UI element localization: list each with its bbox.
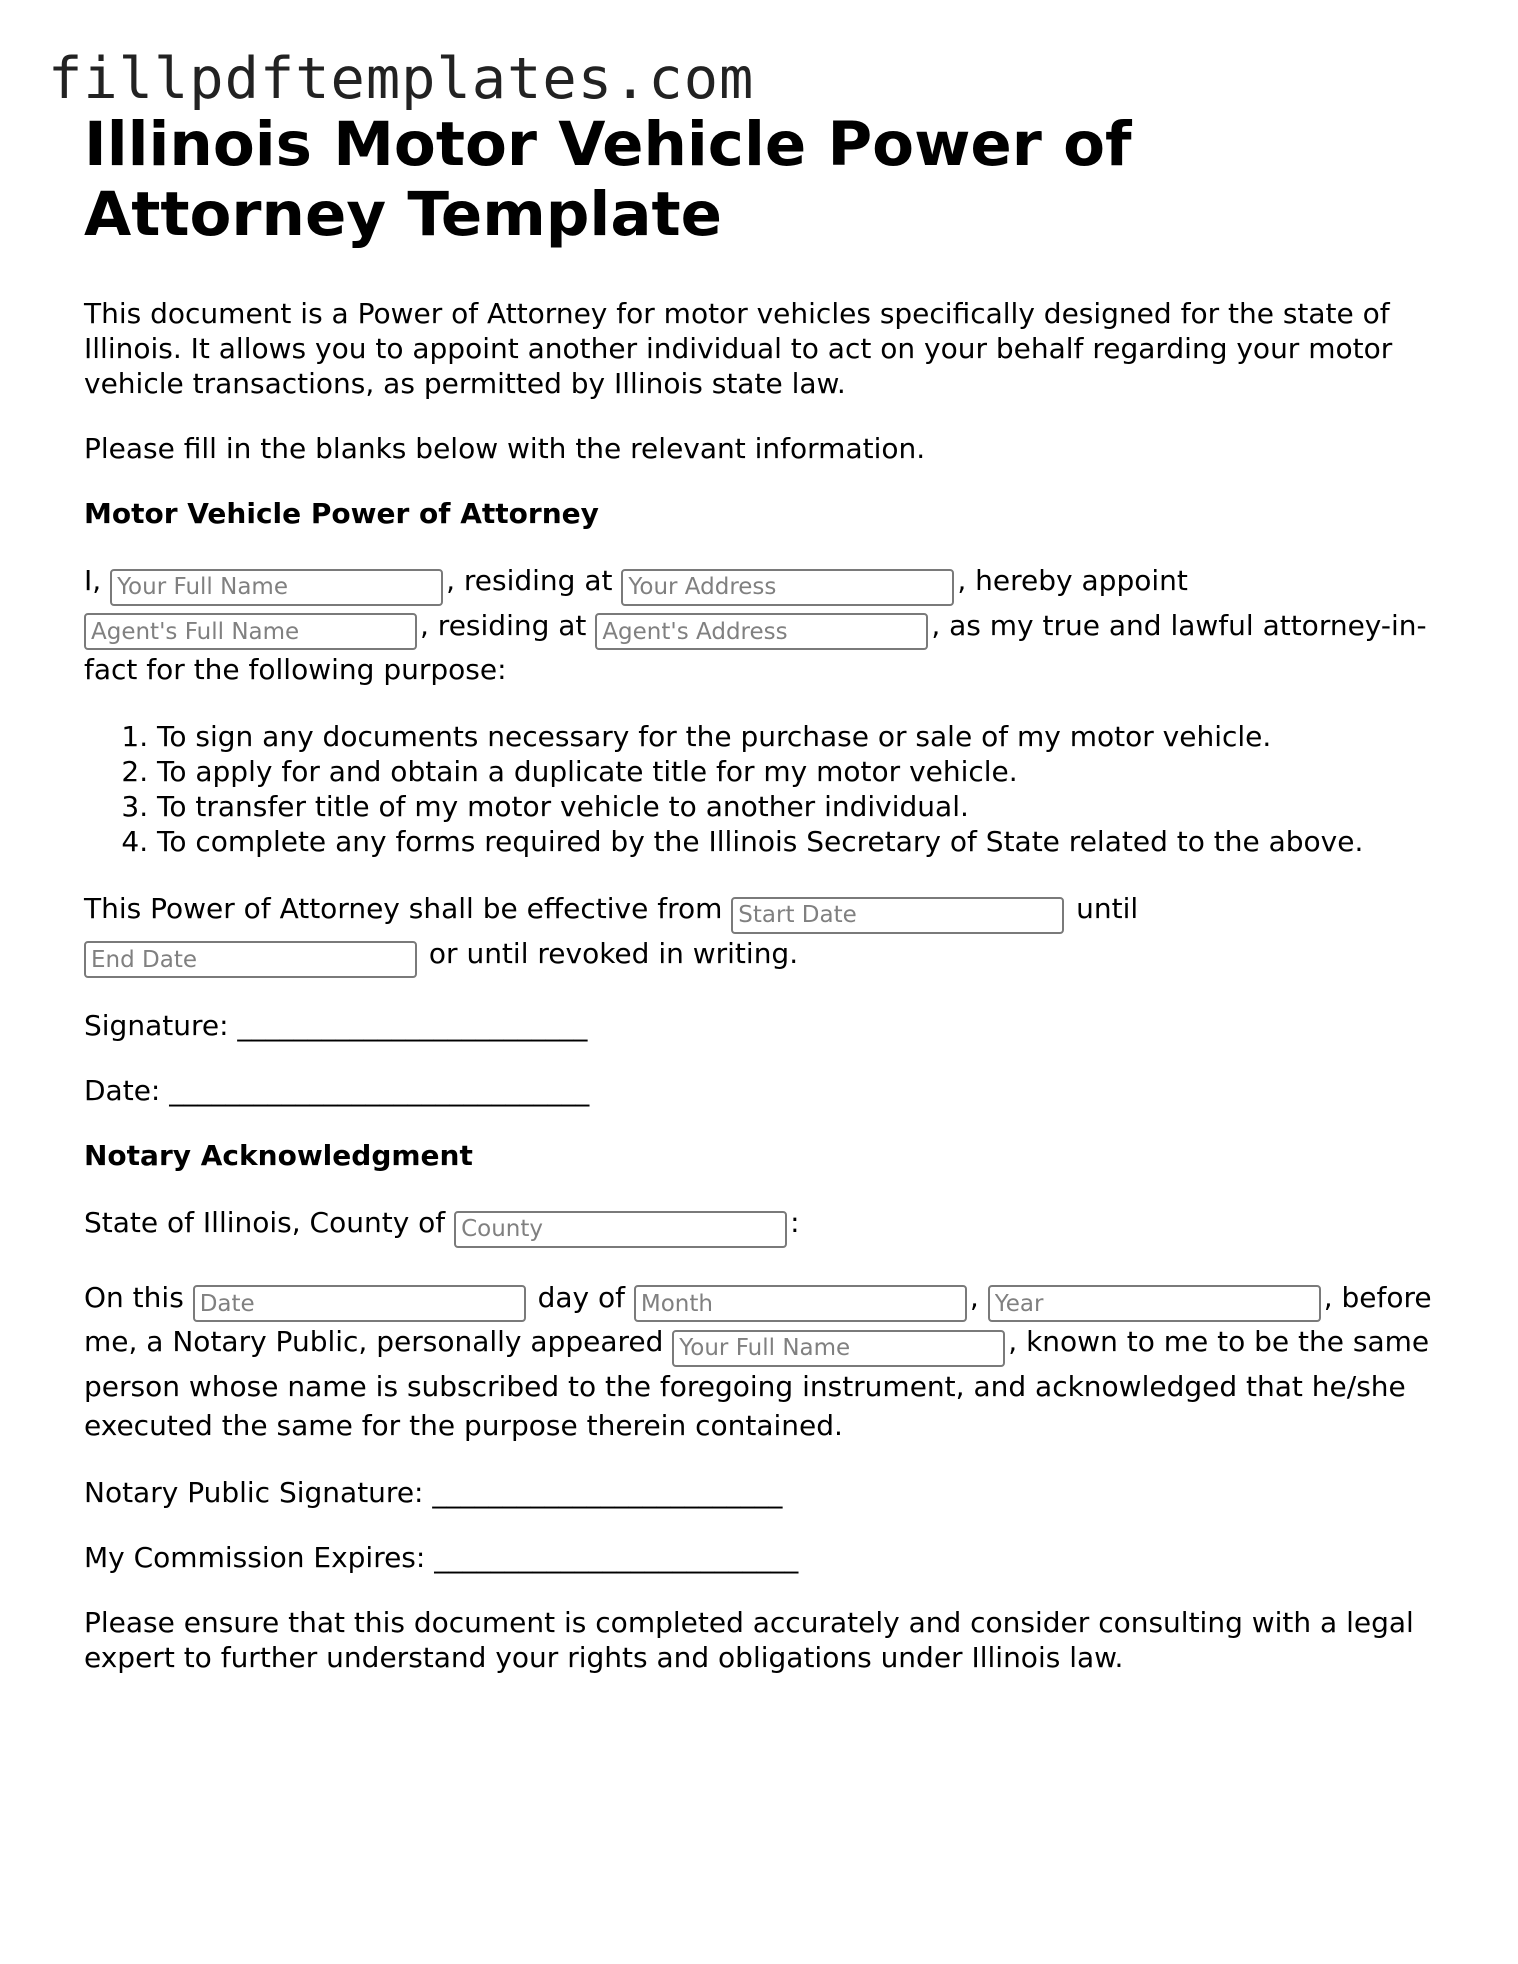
notary-date-input[interactable]	[193, 1285, 526, 1322]
end-date-input[interactable]	[84, 941, 417, 978]
purpose-list	[84, 719, 1454, 859]
text-until: until	[1067, 892, 1139, 925]
fill-instructions: Please fill in the blanks below with the relevant information.	[84, 432, 926, 465]
text-i: I,	[84, 564, 111, 597]
purpose-item: 1. To sign any documents necessary for the purchase or sale of my motor vehicle.	[157, 719, 1454, 754]
notary-signature-line: Notary Public Signature: _________________________	[84, 1475, 783, 1509]
month-input[interactable]	[634, 1285, 967, 1322]
year-input[interactable]	[988, 1285, 1321, 1322]
notary-section-heading: Notary Acknowledgment	[84, 1139, 473, 1172]
poa-section-heading: Motor Vehicle Power of Attorney	[84, 497, 599, 530]
county-line	[84, 1203, 1454, 1248]
watermark: fillpdftemplates.com	[48, 46, 755, 112]
text-on-this: On this	[84, 1280, 193, 1314]
intro-paragraph: This document is a Power of Attorney for motor vehicles specifically designed for the state of Illinois. It allows you to appoint another individual to act on your behalf regarding your motor vehicle transactions, as permitted by Illinois state law.	[84, 297, 1393, 400]
agent-full-name-input[interactable]	[84, 613, 417, 650]
appointment-paragraph	[84, 561, 1454, 689]
commission-expires-line: My Commission Expires: __________________________	[84, 1540, 799, 1574]
text-agent-residing-at: , residing at	[420, 608, 596, 642]
text-revoked: or until revoked in writing.	[420, 936, 799, 970]
text-attorney-in-fact: , as my true and lawful attorney-in-fact for the following purpose:	[84, 608, 1427, 686]
text-hereby-appoint: , hereby appoint	[957, 564, 1188, 597]
signature-line: Signature: _________________________	[84, 1009, 588, 1042]
your-full-name-input[interactable]	[110, 569, 443, 606]
text-before-me: , before me, a Notary Public, personally appeared	[84, 1280, 1432, 1358]
document-body	[84, 110, 1454, 1675]
text-day-of: day of	[528, 1280, 634, 1314]
page-title: Illinois Motor Vehicle Power of Attorney Template	[84, 109, 1132, 250]
notary-paragraph	[84, 1278, 1454, 1445]
start-date-input[interactable]	[731, 897, 1064, 934]
appeared-name-input[interactable]	[672, 1330, 1005, 1367]
your-address-input[interactable]	[621, 569, 954, 606]
text-comma: ,	[969, 1280, 988, 1314]
agent-address-input[interactable]	[595, 613, 928, 650]
text-known-to-me: , known to me to be the same person whose name is subscribed to the foregoing instrument, and acknowledged that he/she executed the same for the purpose therein contained.	[84, 1325, 1430, 1442]
date-line: Date: ______________________________	[84, 1074, 590, 1107]
text-effective-from: This Power of Attorney shall be effective from	[84, 892, 732, 925]
text-colon: :	[790, 1206, 800, 1239]
text-residing-at: , residing at	[446, 564, 622, 597]
purpose-item: 3. To transfer title of my motor vehicle to another individual.	[157, 789, 1454, 824]
purpose-item: 4. To complete any forms required by the Illinois Secretary of State related to the above.	[157, 824, 1454, 859]
purpose-item: 2. To apply for and obtain a duplicate title for my motor vehicle.	[157, 754, 1454, 789]
text-state-county: State of Illinois, County of	[84, 1206, 455, 1239]
effective-period-paragraph	[84, 889, 1454, 978]
closing-paragraph: Please ensure that this document is completed accurately and consider consulting with a legal expert to further understand your rights and obligations under Illinois law.	[84, 1605, 1414, 1674]
county-input[interactable]	[454, 1211, 787, 1248]
